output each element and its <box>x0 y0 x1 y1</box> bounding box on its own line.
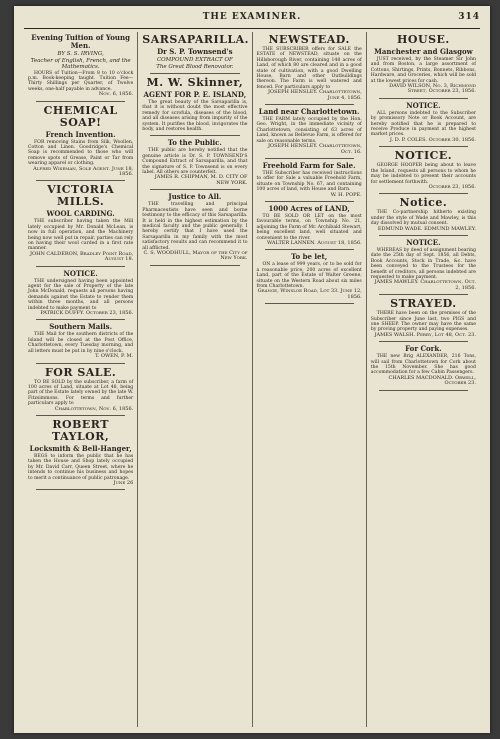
ad-heading: NOTICE. <box>406 100 441 110</box>
ad-heading-large: FOR SALE. <box>44 365 117 379</box>
advertisement <box>371 298 476 338</box>
advertisement <box>28 34 133 98</box>
ad-signature: EDMUND WADE. EDMUND MAWLEY. <box>377 225 476 232</box>
ad-separator <box>379 341 468 342</box>
ad-signature: October 23, 1856. <box>428 183 476 190</box>
masthead-title: THE EXAMINER. <box>202 12 302 22</box>
ad-subheading: The Great Blood Renovator. <box>156 63 234 70</box>
ad-body: THE travelling and principal Pharmaceutists have seen and borne testimony to the efficacy of this Sarsaparilla. It is held in the highest estimation by the medical faculty and the public generally. I hereby certify that I have used the Sarsaparilla in my family with the most satisfactory results and can recommend it to all afflicted. <box>142 202 248 251</box>
header-rule <box>24 28 480 29</box>
ad-signature: JOSEPH HENSLEY. Charlottetown, Oct. 16. <box>268 143 362 155</box>
ad-heading: 1000 Acres of LAND, <box>268 203 350 213</box>
ad-signature: J. D. P. COLES. October 30, 1856. <box>389 136 476 143</box>
ad-separator <box>379 193 468 194</box>
ad-subheading: COMPOUND EXTRACT OF <box>156 57 233 63</box>
column-4 <box>367 32 480 727</box>
ad-signature: June 26 <box>113 479 134 486</box>
ad-body: THE new Brig ALEXANDER, 216 Tons, will sail from Charlottetown for Cork about the 15th November. She has good accommodation for a few Cabin Passengers. <box>370 354 476 376</box>
ad-separator <box>150 189 239 190</box>
ad-heading-large: VICTORIA MILLS. <box>47 183 115 209</box>
ad-signature: JAMES R. CHIPMAN, M. D. CITY OF NEW YORK. <box>154 174 248 186</box>
ad-signature: T. OWEN, P. M. <box>95 353 134 360</box>
ad-separator <box>265 158 354 159</box>
ad-heading-large: STRAYED. <box>390 297 457 311</box>
advertisement <box>371 102 476 143</box>
advertisement <box>142 139 247 186</box>
ad-body: GEORGE HOOPER being about to leave the Island, requests all persons to whom he may be indebted to present their accounts for settlement forthwith. <box>370 163 476 185</box>
ad-body: ALL persons indebted to the Subscriber by promissory Note or Book Account, are hereby notified that he is prepared to receive Produce in payment at the highest market prices. <box>370 110 476 138</box>
column-3 <box>253 32 367 727</box>
ad-subheading: Teacher of English, French, and the Mathematics. <box>30 57 131 70</box>
advertisement <box>257 205 362 246</box>
advertisement <box>371 239 476 291</box>
ad-body: THE FARM lately occupied by the Hon. Geo. Wright, in the immediate vicinity of Charlottetown, consisting of 63 acres of Land, known as Bellevue Farm, is offered for sale on reasonable terms. <box>256 117 362 144</box>
page-number: 314 <box>458 12 480 22</box>
advertisement <box>28 105 133 178</box>
ad-heading-large: NOTICE. <box>394 149 453 163</box>
ad-signature: Alfred Wiseman, Sole Agent. June 18, 1856. <box>33 165 134 177</box>
advertisement <box>257 253 362 300</box>
ad-body: ON a lease of 999 years, or to be sold for a reasonable price, 200 acres of excellent Land, part of the Estate of Walter Greene, situate on the Western Road about six miles from Charlottetown. <box>256 262 362 289</box>
ad-separator <box>265 249 354 250</box>
ad-signature: DAVID WILSON, No. 3, Richmond Street, October 23, 1856. <box>389 83 476 95</box>
ad-signature: Nov. 6, 1856. <box>98 91 134 98</box>
ad-body: TO BE SOLD by the subscriber, a farm of 100 acres of Land, situate at Lot 48, being part of the Estate lately owned by the late W. Fitzsimmons. For terms and further particulars apply to <box>28 379 134 407</box>
ad-separator <box>36 101 125 102</box>
ad-separator <box>379 235 468 236</box>
running-header <box>24 12 480 26</box>
ad-body: THE Subscriber has received instructions to offer for Sale a valuable Freehold Farm, situate on Township No. 67, and containing 100 acres of land, with House and Barn. <box>256 170 362 193</box>
ad-separator <box>379 294 468 295</box>
ad-signature: WALTER LANNEN. August 18, 1856. <box>267 239 362 246</box>
ad-body: The great beauty of the Sarsaparilla is, that it is without doubt the most effective remedy for scrofula, diseases of the blood, and all diseases arising from impurity of the system. It purifies the blood, invigorates the body, and restores health. <box>142 100 248 133</box>
ad-separator <box>150 135 239 136</box>
column-2 <box>138 32 252 727</box>
ad-heading-large: Notice. <box>399 196 448 210</box>
advertisement <box>142 34 247 70</box>
ad-separator <box>379 98 468 99</box>
ad-separator <box>150 73 239 74</box>
ad-signature: JOSEPH HENSLEY. Charlottetown, June 4, 1856. <box>268 89 362 101</box>
ad-separator <box>150 265 239 266</box>
advertisement <box>28 270 133 317</box>
advertisement <box>257 162 362 198</box>
ad-body: THE Co-partnership hitherto existing under the style of Wade and Mawley, is this day dissolved by mutual consent. <box>370 210 476 227</box>
ad-body: THE undersigned having been appointed agent for the sale of Property of the late John McDonald, requests all persons having demands against the Estate to render them within three months, and all persons indebted to make payment to <box>28 278 134 311</box>
advertisement <box>142 77 247 132</box>
ad-separator <box>36 266 125 267</box>
ad-body: THE Mail for the southern districts of the Island will be closed at the Post Office, Charlottetown, every Tuesday morning, and all letters must be put in by nine o'clock. <box>28 332 134 354</box>
advertisement <box>28 367 133 412</box>
ad-separator <box>36 180 125 181</box>
ad-heading: Land near Charlottetown. <box>258 107 360 117</box>
ad-heading-large: HOUSE. <box>397 33 450 46</box>
ad-heading-large: CHEMICAL SOAP! <box>43 103 118 129</box>
ad-heading: Justice to All. <box>168 192 222 202</box>
advertisement <box>371 150 476 190</box>
ad-signature: CHARLES MACDONALD. Orwell, October 23. <box>388 374 476 387</box>
ad-signature: W. H. POPE. <box>330 191 362 198</box>
ad-heading-large: ROBERT TAYLOR, <box>52 417 110 443</box>
ad-body: BEGS to inform the public that he has taken the House and Shop lately occupied by Mr. David Carr, Queen Street, where he intends to continue his business and hopes to merit a continuance of public patronage. <box>28 453 134 481</box>
columns <box>24 32 480 727</box>
advertisement <box>371 197 476 232</box>
ad-heading: WOOL CARDING. <box>46 209 115 219</box>
ad-signature: JAMES WALSH. Perry, Lot 48, Oct. 23. <box>374 331 476 338</box>
newspaper-page <box>14 6 490 733</box>
ad-signature: Charlottetown, Nov. 6, 1856. <box>54 405 134 412</box>
ad-subheading: BY S. S. IRVING, <box>57 51 104 57</box>
ad-separator <box>265 104 354 105</box>
ad-separator <box>36 319 125 320</box>
ad-heading: Manchester and Glasgow <box>374 47 473 56</box>
ad-body: HOURS of Tuition—From 8 to 10 o'clock p.m. Book-keeping taught. Tuition Fee—Thirty Shillings per Quarter, of Twelve weeks, one-half payable in advance. <box>28 70 134 92</box>
ad-heading: NOTICE. <box>406 237 441 247</box>
ad-heading: NOTICE. <box>63 268 98 278</box>
ad-body: THE public are hereby notified that the genuine article is Dr. S. P. TOWNSEND'S Compound Extract of Sarsaparilla, and that the signature of S. P. Townsend is on every label. All others are counterfeit. <box>142 148 248 176</box>
ad-heading: To the Public. <box>167 138 222 148</box>
ad-heading: French Invention. <box>45 129 116 139</box>
ad-heading: Evening Tuition of Young Men. <box>31 33 130 50</box>
ad-body: TO BE SOLD OR LET on the most favourable terms, on Township No. 21, adjoining the Farm of Mr. Archibald Stewart, being excellent land, well situated and convenient to the river. <box>256 213 362 241</box>
column-1 <box>24 32 138 727</box>
advertisement <box>28 184 133 262</box>
ad-heading: For Cork. <box>405 344 442 354</box>
ad-body: JUST received, by the Steamer Sir John and from Boston, a large assortment of Cottons, Shirtings, Prints, Bonnets, Ribbons, Hardware, and Groceries, which will be sold at the lowest prices for cash. <box>370 57 476 84</box>
ad-heading-large: SARSAPARILLA. <box>142 33 249 46</box>
ad-body: WHEREAS by deed of assignment bearing date the 25th day of Sept. 1856, all Debts, Book Accounts, Stock in Trade, &c. have been conveyed to the Trustees for the benefit of creditors, all persons indebted are requested to make payment. <box>370 247 476 280</box>
ad-signature: JAMES MAWLEY. Charlottetown, Oct. 2, 1856. <box>374 279 476 291</box>
advertisement <box>257 34 362 101</box>
ad-heading: To be let, <box>291 252 328 262</box>
advertisement <box>371 34 476 95</box>
ad-signature: Grange, Winsloe Road, Lot 33. June 12, 1856. <box>257 288 362 300</box>
ad-separator <box>379 146 468 147</box>
ad-separator <box>265 201 354 202</box>
ad-separator <box>36 489 125 490</box>
ad-heading: Dr S. P. Townsend's <box>157 47 233 56</box>
ad-heading-large: M. W. Skinner, <box>146 76 244 89</box>
ad-heading: Freehold Farm for Sale. <box>262 160 356 170</box>
ad-heading: AGENT FOR P. E. ISLAND, <box>143 90 247 99</box>
ad-signature: C. S. WOODHULL, Mayor of the City of New York. <box>143 249 248 262</box>
advertisement <box>257 108 362 155</box>
ad-separator <box>265 303 354 304</box>
ad-heading-large: NEWSTEAD. <box>268 33 350 46</box>
advertisement <box>142 193 247 261</box>
ad-separator <box>379 390 468 391</box>
advertisement <box>28 419 133 486</box>
ad-signature: PATRICK DUFFY. October 23, 1856. <box>40 310 134 317</box>
advertisement <box>371 345 476 386</box>
ad-separator <box>36 363 125 364</box>
ad-body: THE SUBSCRIBER offers for SALE the ESTATE of NEWSTEAD, situate on the Hillsborough River, containing 148 acres of Land, of which 80 are cleared and in a good state of cultivation, with a good Dwelling House, Barn and other Outbuildings thereon. The Farm is well watered and fenced. For particulars apply to <box>256 47 362 90</box>
ad-heading: Locksmith & Bell-Hanger, <box>29 443 132 453</box>
ad-body: THERE have been on the premises of the Subscriber since June last, two PIGS and one SHEEP. The owner may have the same by proving property and paying expenses. <box>370 311 476 333</box>
advertisement <box>28 323 133 359</box>
ad-heading: Southern Mails. <box>49 322 113 332</box>
ad-separator <box>36 415 125 416</box>
ad-signature: JOHN CALDERON, Bradley Point Road, August 18. <box>30 250 134 263</box>
ad-body: FOR removing Stains from Silk, Woollen, Cotton and Linen. Goodridge's Chemical Soap is recommended to those who will remove spots of Grease, Paint or Tar from wearing apparel or clothing. <box>28 139 134 167</box>
ad-body: THE subscriber having taken the Mill lately occupied by Mr. Donald McLean, is now in full operation, and the Machinery being now well put in repair, parties can rely on having their wool carded in a first rate manner. <box>28 219 134 252</box>
